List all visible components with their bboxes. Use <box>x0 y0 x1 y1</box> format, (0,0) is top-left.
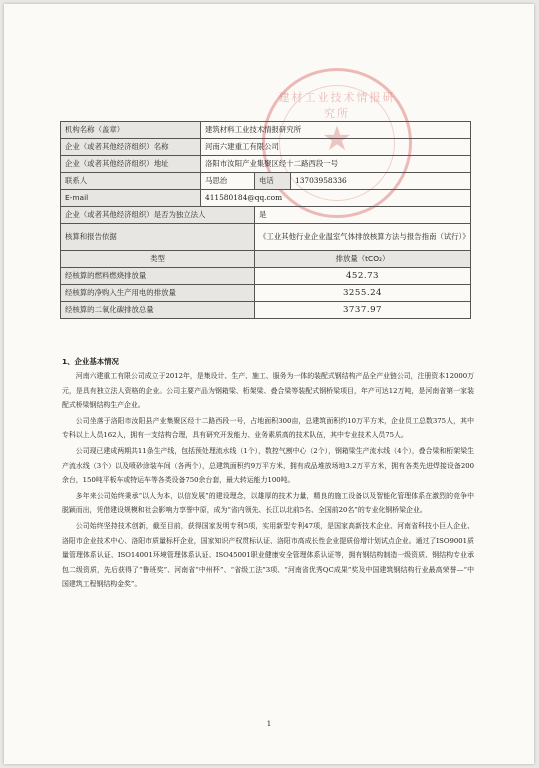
email-value: 411580184@qq.com <box>201 190 471 207</box>
table-row <box>61 173 471 190</box>
table-row <box>61 268 471 285</box>
paragraph: 公司坐落于洛阳市汝阳县产业集聚区经十二路西段一号，占地面积300亩，总建筑面积约10万平方米，企业员工总数375人，其中专科以上人员162人，拥有一支结构合理，具有研究开发能力、业务素质高的技术队伍，其中专业技术人员75人。 <box>62 416 474 440</box>
table-row <box>61 190 471 207</box>
institution-name-label: 机构名称（盖章） <box>61 122 201 139</box>
phone-label: 电话 <box>255 173 291 190</box>
table-row <box>61 139 471 156</box>
paragraph: 河南六建重工有限公司成立于2012年，是集设计、生产、施工、服务为一体的装配式钢结构产品全产业链公司，注册资本12000万元，是具有独立法人资格的企业。公司主要产品为钢箱梁、桁架梁、叠合梁等装配式钢桥梁项目，年产可达12万吨，是河南省第一家装配式桥梁钢结构生产企业。 <box>62 372 474 410</box>
legal-entity-label: 企业（或者其他经济组织）是否为独立法人 <box>61 207 255 224</box>
verification-info-table <box>60 121 471 319</box>
table-row <box>61 122 471 139</box>
electricity-emission-value: 3255.24 <box>255 285 471 302</box>
type-header: 类型 <box>61 251 255 268</box>
fuel-emission-label: 经核算的燃料燃烧排放量 <box>61 268 255 285</box>
document-page <box>4 4 534 764</box>
total-emission-label: 经核算的二氧化碳排放总量 <box>61 302 255 319</box>
paragraph: 公司现已建成两期共11条生产线，包括预处理流水线（1个），数控气割中心（2个），钢箱梁生产流水线（4个），叠合梁和桁架梁生产流水线（3个）以及喷砂涂装车间（各两个），总建筑面积约9万平方米，拥有成品堆放场地3.2万平方米，拥有各类先进焊接设备200余台，150吨平板车或特运车等各类设备750余台套，最大转运能力100吨。 <box>62 446 474 485</box>
contact-value: 马思治 <box>201 173 255 190</box>
fuel-emission-value: 452.73 <box>255 268 471 285</box>
email-label: E-mail <box>61 190 201 207</box>
table-row <box>61 224 471 251</box>
table-row <box>61 251 471 268</box>
enterprise-name-label: 企业（或者其他经济组织）名称 <box>61 139 201 156</box>
institution-name-value: 建筑材料工业技术情报研究所 <box>201 122 471 139</box>
paragraph: 公司始终坚持技术创新，截至目前，获得国家发明专利5项，实用新型专利47项，是国家高新技术企业、河南省科技小巨人企业、洛阳市企业技术中心、洛阳市质量标杆企业，国家知识产权贯标认证、洛阳市高成长性企业提质倍增计划试点企业。通过了ISO9001质量管理体系认证、ISO14001环境管理体系认证、ISO45001职业健康安全管理体系认证等，拥有钢结构制造一级资质、钢结构专业承包二级资质，先后获得了“鲁班奖”、河南省“中州杯”、“省级工法”3项、“河南省优秀QC成果”奖及中国建筑钢结构行业最高荣誉—“中国建筑工程钢结构金奖”。 <box>62 521 474 589</box>
total-emission-value: 3737.97 <box>255 302 471 319</box>
table-row <box>61 156 471 173</box>
page-number: 1 <box>266 720 272 728</box>
basis-value: 《工业其他行业企业温室气体排放核算方法与报告指南（试行）》 <box>255 224 471 251</box>
paragraph: 多年来公司始终秉承“以人为本，以信发展”的建设理念，以雄厚的技术力量，精良的施工设备以及智能化管理体系在激烈的竞争中脱颖而出，凭借建设规模和社会影响力享誉中原，成为“省内领先、长江以北前5名、全国前20名”的专业化钢桥梁企业。 <box>62 491 474 515</box>
phone-value: 13703958336 <box>291 173 471 190</box>
enterprise-overview-section <box>62 355 474 593</box>
enterprise-name-value: 河南六建重工有限公司 <box>201 139 471 156</box>
section-heading: 1、企业基本情况 <box>62 357 119 366</box>
table-row <box>61 302 471 319</box>
basis-label: 核算和报告依据 <box>61 224 255 251</box>
enterprise-address-label: 企业（或者其他经济组织）地址 <box>61 156 201 173</box>
electricity-emission-label: 经核算的净购入生产用电的排放量 <box>61 285 255 302</box>
contact-label: 联系人 <box>61 173 201 190</box>
legal-entity-value: 是 <box>255 207 471 224</box>
enterprise-address-value: 洛阳市汝阳产业集聚区经十二路西段一号 <box>201 156 471 173</box>
table-row <box>61 207 471 224</box>
star-icon: ★ <box>321 119 353 159</box>
emission-header: 排放量（tCO₂） <box>255 251 471 268</box>
seal-lettering: 建材工业技术情报研究所 <box>278 91 396 120</box>
table-row <box>61 285 471 302</box>
